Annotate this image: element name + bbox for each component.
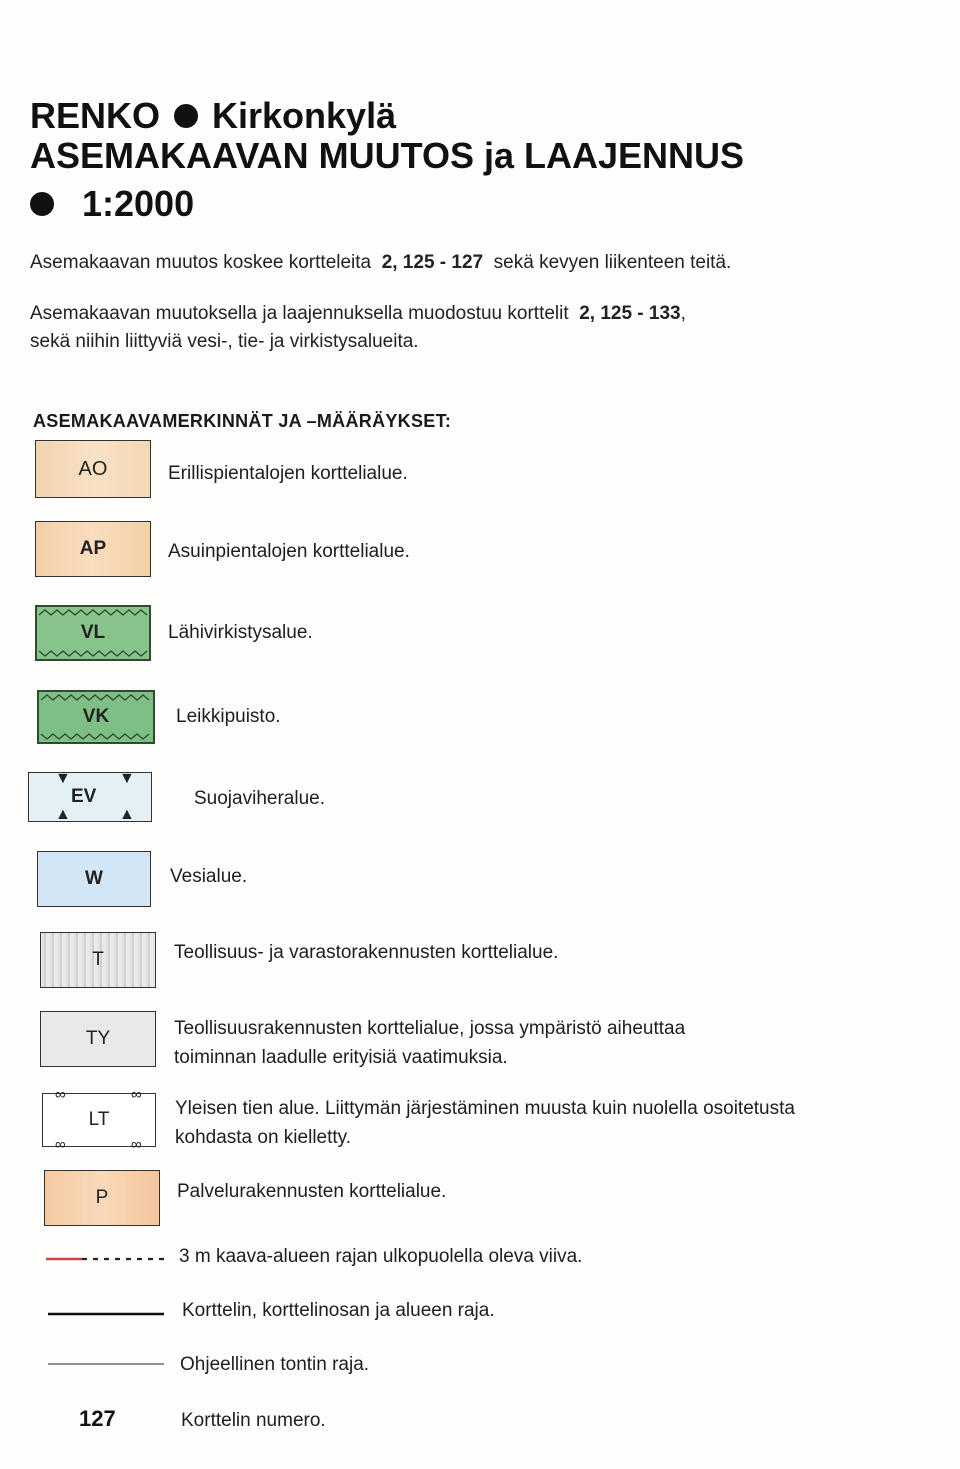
- legend-symbol-p: [44, 1170, 160, 1226]
- legend-symbol-vk: [37, 690, 155, 744]
- legend-code: VL: [80, 622, 106, 643]
- legend-desc-ty: [174, 1014, 685, 1072]
- vegetation-edge-icon: [37, 608, 149, 617]
- scale: 1:2000: [82, 183, 195, 224]
- legend-desc-ao: Erillispientalojen korttelialue.: [168, 463, 408, 484]
- legend-desc-ev: Suojaviheralue.: [194, 788, 325, 809]
- intro-text: ,: [680, 303, 686, 324]
- legend-symbol-ap: [35, 521, 151, 577]
- legend-code: W: [85, 868, 103, 889]
- legend-symbol-t: [40, 932, 156, 988]
- line-desc-dashed: 3 m kaava-alueen rajan ulkopuolella oleva viiva.: [179, 1246, 583, 1267]
- vegetation-edge-icon: [37, 649, 149, 658]
- legend-code: T: [92, 949, 104, 970]
- legend-desc-vk: Leikkipuisto.: [176, 706, 281, 727]
- legend-desc-line: kohdasta on kielletty.: [175, 1127, 352, 1148]
- triangle-down-icon: ▼: [55, 770, 71, 787]
- line-desc-solid-thick: Korttelin, korttelinosan ja alueen raja.: [182, 1300, 495, 1321]
- legend-desc-t: Teollisuus- ja varastorakennusten korttelialue.: [174, 942, 559, 963]
- triangle-up-icon: ▲: [119, 806, 135, 823]
- no-access-icon: ∞: [131, 1136, 142, 1153]
- legend-desc-line: Teollisuusrakennusten korttelialue, jossa ympäristö aiheuttaa: [174, 1018, 686, 1039]
- legend-symbol-ty: [40, 1011, 156, 1067]
- legend-desc-line: toiminnan laadulle erityisiä vaatimuksia.: [174, 1047, 508, 1068]
- block-number-desc: Korttelin numero.: [181, 1410, 326, 1431]
- legend-symbol-ao: [35, 440, 151, 498]
- dashed-boundary-line-icon: [46, 1255, 166, 1263]
- legend-code: AO: [78, 457, 108, 480]
- intro-text: Asemakaavan muutos koskee kortteleita: [30, 252, 372, 273]
- legend-desc-ap: Asuinpientalojen korttelialue.: [168, 541, 410, 562]
- village-name: Kirkonkylä: [212, 95, 397, 136]
- triangle-down-icon: ▼: [119, 770, 135, 787]
- no-access-icon: ∞: [55, 1136, 66, 1153]
- legend-heading: ASEMAKAAVAMERKINNÄT JA –MÄÄRÄYKSET:: [33, 411, 452, 431]
- title-line-2: ASEMAKAAVAN MUUTOS ja LAAJENNUS: [30, 135, 745, 176]
- intro-text: sekä kevyen liikenteen teitä.: [493, 252, 732, 273]
- intro-paragraph-2-line-2: sekä niihin liittyviä vesi-, tie- ja virkistysalueita.: [30, 331, 419, 352]
- intro-paragraph-1: [30, 252, 731, 274]
- intro-blocks: 2, 125 - 127: [381, 252, 484, 273]
- no-access-icon: ∞: [55, 1086, 66, 1103]
- legend-desc-line: Yleisen tien alue. Liittymän järjestäminen muusta kuin nuolella osoitetusta: [175, 1098, 795, 1119]
- title-line-1: [30, 95, 397, 136]
- block-number-symbol: 127: [79, 1406, 116, 1431]
- legend-code: TY: [85, 1028, 111, 1049]
- legend-desc-vl: Lähivirkistysalue.: [168, 622, 313, 643]
- title-line-3: [30, 183, 195, 224]
- legend-desc-p: Palvelurakennusten korttelialue.: [177, 1181, 447, 1202]
- plot-boundary-line-icon: [48, 1362, 164, 1366]
- legend-code: EV: [71, 786, 97, 807]
- vegetation-edge-icon: [39, 693, 153, 702]
- bullet-icon: [174, 104, 198, 128]
- bullet-icon: [30, 192, 54, 216]
- legend-code: LT: [88, 1109, 110, 1130]
- no-access-icon: ∞: [131, 1086, 142, 1103]
- legend-desc-w: Vesialue.: [170, 866, 248, 887]
- block-boundary-line-icon: [48, 1311, 164, 1317]
- vegetation-edge-icon: [39, 732, 153, 741]
- intro-paragraph-2: [30, 303, 686, 325]
- legend-symbol-vl: [35, 605, 151, 661]
- legend-desc-lt: [175, 1094, 795, 1152]
- legend-symbol-ev: [28, 772, 152, 822]
- legend-code: AP: [79, 538, 107, 559]
- place-name: RENKO: [30, 95, 161, 136]
- legend-symbol-lt: [42, 1086, 156, 1153]
- line-desc-solid-thin: Ohjeellinen tontin raja.: [180, 1354, 370, 1375]
- intro-text: Asemakaavan muutoksella ja laajennuksella muodostuu korttelit: [30, 303, 569, 324]
- triangle-up-icon: ▲: [55, 806, 71, 823]
- legend-symbol-w: [37, 851, 151, 907]
- intro-blocks: 2, 125 - 133: [579, 303, 681, 324]
- legend-code: P: [95, 1187, 109, 1208]
- legend-code: VK: [82, 706, 110, 727]
